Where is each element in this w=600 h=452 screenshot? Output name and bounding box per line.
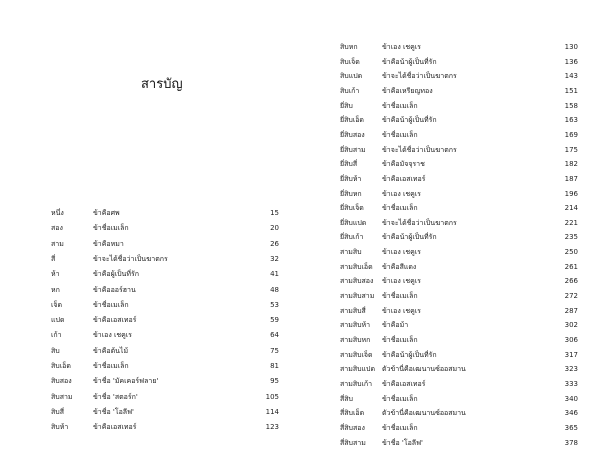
page-number: 130 xyxy=(564,43,578,51)
chapter-number: สี่สิบ xyxy=(340,394,353,403)
toc-entry xyxy=(51,406,281,419)
toc-entry xyxy=(340,56,580,69)
toc-entry xyxy=(51,268,281,281)
chapter-title: ข้าคือเอสเทอร์ xyxy=(93,316,137,325)
toc-title: สารบัญ xyxy=(141,77,183,92)
chapter-title: ข้าจะได้ชื่อว่าเป็นฆาตกร xyxy=(382,145,457,154)
toc-entry xyxy=(51,345,281,358)
toc-entry xyxy=(51,314,281,327)
chapter-number: ยี่สิบหก xyxy=(340,189,362,198)
chapter-title: ข้าชื่อเมเล็ก xyxy=(382,394,418,403)
page-number: 333 xyxy=(564,379,578,388)
toc-entry xyxy=(51,222,281,235)
chapter-title: ข้าชื่อ 'โอลีฟ' xyxy=(93,407,134,416)
chapter-title: ข้าคือออร์ฮาน xyxy=(93,285,136,294)
chapter-number: เก้า xyxy=(51,331,62,340)
toc-entry xyxy=(340,407,580,420)
chapter-number: ห้า xyxy=(51,270,60,279)
toc-entry xyxy=(340,319,580,332)
page-number: 59 xyxy=(270,316,279,325)
chapter-number: สามสิบสาม xyxy=(340,292,375,301)
chapter-number: สิบเอ็ด xyxy=(51,362,71,370)
toc-entry xyxy=(340,114,580,127)
chapter-title: ข้าคือน้าผู้เป็นที่รัก xyxy=(382,350,437,359)
chapter-title: ข้าคือหมา xyxy=(93,239,124,248)
toc-entry xyxy=(51,284,281,297)
page-number: 182 xyxy=(564,160,578,169)
page-number: 187 xyxy=(564,174,578,183)
toc-entry xyxy=(340,246,580,259)
page-number: 41 xyxy=(270,270,279,279)
page-number: 214 xyxy=(564,204,578,213)
chapter-number: สี่สิบสาม xyxy=(340,438,366,447)
chapter-title: ข้าคือน้าผู้เป็นที่รัก xyxy=(382,233,437,242)
chapter-title: ข้าชื่อเมเล็ก xyxy=(382,292,418,301)
toc-entry xyxy=(51,299,281,312)
chapter-number: สิบห้า xyxy=(51,423,69,432)
page-number: 340 xyxy=(564,394,578,403)
page-number: 266 xyxy=(564,277,578,286)
toc-entry xyxy=(340,144,580,157)
chapter-number: ยี่สิบเจ็ด xyxy=(340,204,364,213)
chapter-title: ตัวข้านี่คือเฒนานซ์ออสมาน xyxy=(382,409,466,418)
chapter-number: สี่ xyxy=(51,254,56,263)
page-number: 163 xyxy=(564,116,578,125)
chapter-title: ข้าคือศพ xyxy=(93,209,120,217)
toc-entry xyxy=(340,85,580,98)
chapter-number: สิบหก xyxy=(340,43,358,51)
chapter-title: ข้าเอง เชคูเร xyxy=(93,331,132,340)
chapter-title: ข้าคือน้าผู้เป็นที่รัก xyxy=(382,57,437,66)
chapter-number: สามสิบเจ็ด xyxy=(340,350,373,359)
toc-entry xyxy=(340,100,580,113)
toc-entry xyxy=(340,188,580,201)
toc-entry xyxy=(340,275,580,288)
toc-entry xyxy=(340,305,580,318)
toc-entry xyxy=(51,391,281,404)
page-number: 105 xyxy=(265,392,279,401)
chapter-title: ข้าชื่อ 'สตอร์ก' xyxy=(93,392,138,401)
chapter-number: ยี่สิบห้า xyxy=(340,174,362,183)
toc-entry xyxy=(340,261,580,274)
toc-entry xyxy=(51,238,281,251)
toc-entry xyxy=(51,253,281,266)
page-number: 32 xyxy=(270,254,279,263)
toc-entry xyxy=(340,349,580,362)
page-number: 114 xyxy=(265,407,279,416)
page-number: 136 xyxy=(564,57,578,66)
toc-entry xyxy=(340,173,580,186)
page-number: 272 xyxy=(564,292,578,301)
toc-entry xyxy=(51,360,281,373)
chapter-number: ยี่สิบเก้า xyxy=(340,233,364,242)
toc-entry xyxy=(340,393,580,406)
chapter-title: ข้าคือน้าผู้เป็นที่รัก xyxy=(382,116,437,125)
chapter-title: ข้าคือม้า xyxy=(382,321,409,330)
page-number: 64 xyxy=(270,331,279,340)
chapter-number: สามสิบแปด xyxy=(340,365,376,374)
page-number: 365 xyxy=(564,423,578,432)
chapter-number: สิบสอง xyxy=(51,377,72,386)
toc-entry xyxy=(340,378,580,391)
chapter-title: ข้าชื่อเมเล็ก xyxy=(382,423,418,432)
page-number: 81 xyxy=(270,362,279,370)
chapter-title: ข้าคือผู้เป็นที่รัก xyxy=(93,270,139,279)
page-number: 158 xyxy=(564,101,578,110)
chapter-title: ข้าชื่อเมเล็ก xyxy=(93,362,129,370)
chapter-number: สิบสาม xyxy=(51,392,73,401)
chapter-title: ข้าเอง เชคูเร xyxy=(382,189,421,198)
toc-entry xyxy=(340,129,580,142)
chapter-number: ยี่สิบสี่ xyxy=(340,160,358,169)
page-number: 317 xyxy=(564,350,578,359)
chapter-title: ข้าคือเหรียญทอง xyxy=(382,86,433,95)
toc-entry xyxy=(51,421,281,434)
page-number: 143 xyxy=(564,72,578,81)
chapter-title: ข้าชื่อเมเล็ก xyxy=(382,130,418,139)
toc-entry xyxy=(340,202,580,215)
chapter-number: สิบสี่ xyxy=(51,407,64,416)
page-number: 221 xyxy=(564,218,578,227)
chapter-title: ข้าชื่อเมเล็ก xyxy=(382,101,418,110)
chapter-number: ยี่สิบสอง xyxy=(340,130,365,139)
page-number: 175 xyxy=(564,145,578,154)
page-number: 53 xyxy=(270,300,279,309)
chapter-title: ข้าจะได้ชื่อว่าเป็นฆาตกร xyxy=(382,218,457,227)
page-number: 287 xyxy=(564,306,578,315)
chapter-title: ข้าชื่อ 'โอลีฟ' xyxy=(382,438,423,447)
chapter-number: สาม xyxy=(51,239,64,248)
page-number: 75 xyxy=(270,346,279,355)
toc-entry xyxy=(51,207,281,220)
toc-entry xyxy=(340,437,580,450)
chapter-number: สามสิบห้า xyxy=(340,321,371,330)
chapter-number: ยี่สิบเอ็ด xyxy=(340,116,364,125)
page-number: 151 xyxy=(564,86,578,95)
chapter-title: ข้าเอง เชคูเร xyxy=(382,277,421,286)
chapter-title: ข้าจะได้ชื่อว่าเป็นฆาตกร xyxy=(93,254,168,263)
chapter-number: สามสิบเอ็ด xyxy=(340,262,373,271)
toc-entry xyxy=(340,290,580,303)
chapter-number: แปด xyxy=(51,316,65,325)
chapter-title: ข้าคือเอสเทอร์ xyxy=(382,174,426,183)
toc-entry xyxy=(51,329,281,342)
chapter-title: ข้าเอง เชคูเร xyxy=(382,306,421,315)
chapter-title: ข้าชื่อ 'มัคเคอร์ฟลาย' xyxy=(93,377,159,386)
toc-entry xyxy=(340,41,580,54)
page-number: 323 xyxy=(564,365,578,374)
chapter-number: สามสิบ xyxy=(340,248,362,257)
page-number: 196 xyxy=(564,189,578,198)
chapter-number: สิบเก้า xyxy=(340,86,360,95)
page-number: 306 xyxy=(564,336,578,344)
chapter-title: ข้าจะได้ชื่อว่าเป็นฆาตกร xyxy=(382,72,457,81)
chapter-title: ข้าคือเอสเทอร์ xyxy=(93,423,137,432)
toc-entry xyxy=(51,375,281,388)
chapter-number: สามสิบสี่ xyxy=(340,306,366,315)
chapter-number: เจ็ด xyxy=(51,300,63,309)
page-number: 346 xyxy=(564,409,578,418)
chapter-title: ข้าคือมัจจุราช xyxy=(382,160,425,169)
chapter-number: สิบ xyxy=(51,346,60,355)
chapter-title: ข้าเอง เชคูเร xyxy=(382,43,421,51)
chapter-number: สี่สิบเอ็ด xyxy=(340,409,365,418)
toc-entry xyxy=(340,334,580,347)
chapter-number: สามสิบสอง xyxy=(340,277,374,286)
page-number: 15 xyxy=(270,209,279,217)
page-number: 95 xyxy=(270,377,279,386)
toc-entry xyxy=(340,231,580,244)
chapter-title: ตัวข้านี่คือเฒนานซ์ออสมาน xyxy=(382,365,466,374)
toc-entry xyxy=(340,217,580,230)
page-number: 235 xyxy=(564,233,578,242)
chapter-title: ข้าคือต้นไม้ xyxy=(93,346,129,355)
page-number: 302 xyxy=(564,321,578,330)
chapter-title: ข้าคือเอสเทอร์ xyxy=(382,379,426,388)
page-number: 250 xyxy=(564,248,578,257)
toc-entry xyxy=(340,158,580,171)
chapter-number: หก xyxy=(51,285,60,294)
page-number: 123 xyxy=(265,423,279,432)
chapter-number: ยี่สิบแปด xyxy=(340,218,367,227)
page-number: 26 xyxy=(270,239,279,248)
chapter-title: ข้าคือสีแดง xyxy=(382,262,417,271)
chapter-number: สี่สิบสอง xyxy=(340,423,365,432)
chapter-number: หนึ่ง xyxy=(51,209,64,217)
chapter-number: สามสิบหก xyxy=(340,336,371,344)
chapter-number: ยี่สิบสาม xyxy=(340,145,366,154)
chapter-title: ข้าชื่อเมเล็ก xyxy=(382,204,418,213)
page-number: 169 xyxy=(564,130,578,139)
chapter-number: สามสิบเก้า xyxy=(340,379,373,388)
toc-entry xyxy=(340,422,580,435)
chapter-number: ยี่สิบ xyxy=(340,101,353,110)
page-number: 378 xyxy=(564,438,578,447)
chapter-title: ข้าชื่อเมเล็ก xyxy=(382,336,418,344)
chapter-title: ข้าชื่อเมเล็ก xyxy=(93,300,129,309)
toc-entry xyxy=(340,363,580,376)
chapter-number: สิบแปด xyxy=(340,72,363,81)
chapter-number: สอง xyxy=(51,224,63,233)
toc-entry xyxy=(340,70,580,83)
chapter-title: ข้าชื่อเมเล็ก xyxy=(93,224,129,233)
chapter-title: ข้าเอง เชคูเร xyxy=(382,248,421,257)
page-number: 48 xyxy=(270,285,279,294)
page-number: 20 xyxy=(270,224,279,233)
page-number: 261 xyxy=(564,262,578,271)
chapter-number: สิบเจ็ด xyxy=(340,57,360,66)
